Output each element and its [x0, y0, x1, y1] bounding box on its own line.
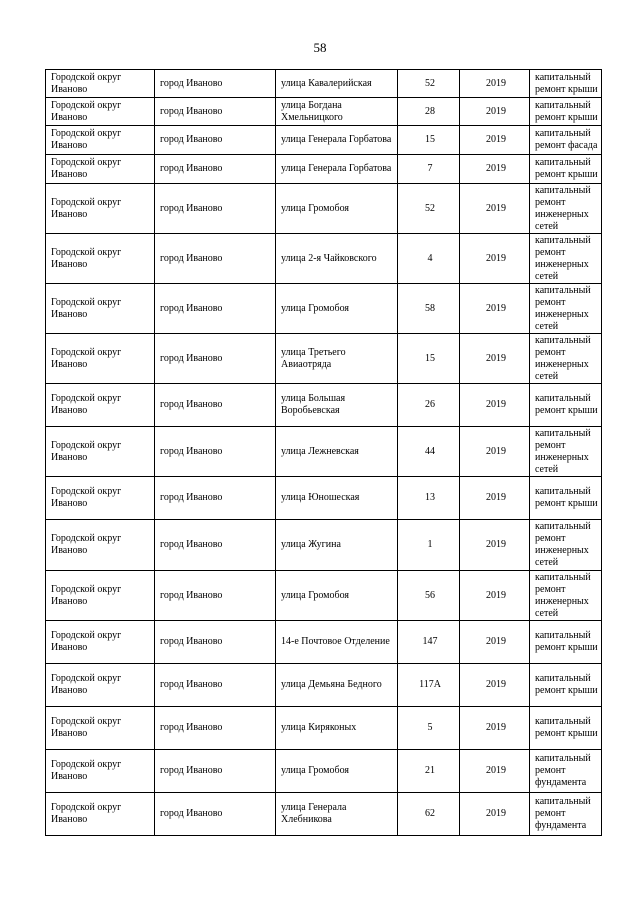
table-row	[46, 155, 602, 184]
work-type-cell: капитальный ремонт инженерных сетей	[530, 427, 602, 477]
settlement-cell: город Иваново	[155, 334, 276, 384]
settlement-cell: город Иваново	[155, 98, 276, 126]
municipality-cell: Городской округ Иваново	[46, 707, 155, 750]
work-type-cell: капитальный ремонт крыши	[530, 98, 602, 126]
settlement-cell: город Иваново	[155, 126, 276, 155]
work-type-cell: капитальный ремонт инженерных сетей	[530, 284, 602, 334]
house-number-cell: 117А	[398, 664, 460, 707]
work-type-cell: капитальный ремонт инженерных сетей	[530, 234, 602, 284]
table-row	[46, 707, 602, 750]
street-cell: улица 2-я Чайковского	[276, 234, 398, 284]
municipality-cell: Городской округ Иваново	[46, 126, 155, 155]
street-cell: улица Громобоя	[276, 184, 398, 234]
house-number-cell: 26	[398, 384, 460, 427]
street-cell: улица Громобоя	[276, 750, 398, 793]
settlement-cell: город Иваново	[155, 477, 276, 520]
street-cell: улица Богдана Хмельницкого	[276, 98, 398, 126]
work-type-cell: капитальный ремонт инженерных сетей	[530, 571, 602, 621]
settlement-cell: город Иваново	[155, 427, 276, 477]
street-cell: улица Юношеская	[276, 477, 398, 520]
year-cell: 2019	[460, 234, 530, 284]
settlement-cell: город Иваново	[155, 571, 276, 621]
table-row	[46, 750, 602, 793]
work-type-cell: капитальный ремонт крыши	[530, 477, 602, 520]
settlement-cell: город Иваново	[155, 793, 276, 836]
work-type-cell: капитальный ремонт крыши	[530, 664, 602, 707]
housing-repair-table	[45, 69, 602, 836]
municipality-cell: Городской округ Иваново	[46, 750, 155, 793]
municipality-cell: Городской округ Иваново	[46, 520, 155, 571]
settlement-cell: город Иваново	[155, 284, 276, 334]
year-cell: 2019	[460, 750, 530, 793]
municipality-cell: Городской округ Иваново	[46, 571, 155, 621]
municipality-cell: Городской округ Иваново	[46, 621, 155, 664]
street-cell: улица Генерала Горбатова	[276, 155, 398, 184]
municipality-cell: Городской округ Иваново	[46, 477, 155, 520]
street-cell: улица Громобоя	[276, 571, 398, 621]
house-number-cell: 56	[398, 571, 460, 621]
year-cell: 2019	[460, 384, 530, 427]
table-row	[46, 384, 602, 427]
work-type-cell: капитальный ремонт крыши	[530, 70, 602, 98]
house-number-cell: 15	[398, 334, 460, 384]
house-number-cell: 7	[398, 155, 460, 184]
work-type-cell: капитальный ремонт крыши	[530, 621, 602, 664]
year-cell: 2019	[460, 427, 530, 477]
work-type-cell: капитальный ремонт фундамента	[530, 793, 602, 836]
year-cell: 2019	[460, 126, 530, 155]
house-number-cell: 5	[398, 707, 460, 750]
work-type-cell: капитальный ремонт фундамента	[530, 750, 602, 793]
table-row	[46, 477, 602, 520]
municipality-cell: Городской округ Иваново	[46, 384, 155, 427]
house-number-cell: 147	[398, 621, 460, 664]
year-cell: 2019	[460, 793, 530, 836]
street-cell: улица Киряконых	[276, 707, 398, 750]
table-row	[46, 284, 602, 334]
house-number-cell: 52	[398, 70, 460, 98]
table-body	[46, 70, 602, 836]
settlement-cell: город Иваново	[155, 184, 276, 234]
table-row	[46, 184, 602, 234]
year-cell: 2019	[460, 284, 530, 334]
house-number-cell: 4	[398, 234, 460, 284]
street-cell: улица Генерала Хлебникова	[276, 793, 398, 836]
year-cell: 2019	[460, 155, 530, 184]
settlement-cell: город Иваново	[155, 234, 276, 284]
work-type-cell: капитальный ремонт крыши	[530, 384, 602, 427]
table-row	[46, 621, 602, 664]
street-cell: улица Демьяна Бедного	[276, 664, 398, 707]
table-row	[46, 427, 602, 477]
year-cell: 2019	[460, 664, 530, 707]
street-cell: улица Кавалерийская	[276, 70, 398, 98]
settlement-cell: город Иваново	[155, 621, 276, 664]
year-cell: 2019	[460, 707, 530, 750]
work-type-cell: капитальный ремонт фасада	[530, 126, 602, 155]
municipality-cell: Городской округ Иваново	[46, 155, 155, 184]
municipality-cell: Городской округ Иваново	[46, 70, 155, 98]
municipality-cell: Городской округ Иваново	[46, 184, 155, 234]
year-cell: 2019	[460, 477, 530, 520]
street-cell: улица Громобоя	[276, 284, 398, 334]
table-row	[46, 664, 602, 707]
street-cell: улица Жугина	[276, 520, 398, 571]
house-number-cell: 62	[398, 793, 460, 836]
municipality-cell: Городской округ Иваново	[46, 284, 155, 334]
year-cell: 2019	[460, 70, 530, 98]
settlement-cell: город Иваново	[155, 707, 276, 750]
street-cell: улица Большая Воробьевская	[276, 384, 398, 427]
table-row	[46, 98, 602, 126]
table-row	[46, 70, 602, 98]
house-number-cell: 15	[398, 126, 460, 155]
table-row	[46, 793, 602, 836]
year-cell: 2019	[460, 98, 530, 126]
house-number-cell: 58	[398, 284, 460, 334]
house-number-cell: 1	[398, 520, 460, 571]
settlement-cell: город Иваново	[155, 70, 276, 98]
house-number-cell: 52	[398, 184, 460, 234]
street-cell: 14-е Почтовое Отделение	[276, 621, 398, 664]
page-number: 58	[313, 40, 327, 55]
municipality-cell: Городской округ Иваново	[46, 334, 155, 384]
year-cell: 2019	[460, 621, 530, 664]
work-type-cell: капитальный ремонт крыши	[530, 155, 602, 184]
table-row	[46, 234, 602, 284]
year-cell: 2019	[460, 520, 530, 571]
street-cell: улица Третьего Авиаотряда	[276, 334, 398, 384]
municipality-cell: Городской округ Иваново	[46, 664, 155, 707]
year-cell: 2019	[460, 571, 530, 621]
settlement-cell: город Иваново	[155, 750, 276, 793]
street-cell: улица Генерала Горбатова	[276, 126, 398, 155]
year-cell: 2019	[460, 334, 530, 384]
municipality-cell: Городской округ Иваново	[46, 427, 155, 477]
year-cell: 2019	[460, 184, 530, 234]
work-type-cell: капитальный ремонт крыши	[530, 707, 602, 750]
municipality-cell: Городской округ Иваново	[46, 793, 155, 836]
settlement-cell: город Иваново	[155, 155, 276, 184]
table-row	[46, 334, 602, 384]
house-number-cell: 28	[398, 98, 460, 126]
municipality-cell: Городской округ Иваново	[46, 234, 155, 284]
settlement-cell: город Иваново	[155, 384, 276, 427]
work-type-cell: капитальный ремонт инженерных сетей	[530, 184, 602, 234]
house-number-cell: 44	[398, 427, 460, 477]
work-type-cell: капитальный ремонт инженерных сетей	[530, 520, 602, 571]
house-number-cell: 21	[398, 750, 460, 793]
table-row	[46, 126, 602, 155]
municipality-cell: Городской округ Иваново	[46, 98, 155, 126]
settlement-cell: город Иваново	[155, 520, 276, 571]
house-number-cell: 13	[398, 477, 460, 520]
settlement-cell: город Иваново	[155, 664, 276, 707]
work-type-cell: капитальный ремонт инженерных сетей	[530, 334, 602, 384]
table-row	[46, 571, 602, 621]
street-cell: улица Лежневская	[276, 427, 398, 477]
table-row	[46, 520, 602, 571]
